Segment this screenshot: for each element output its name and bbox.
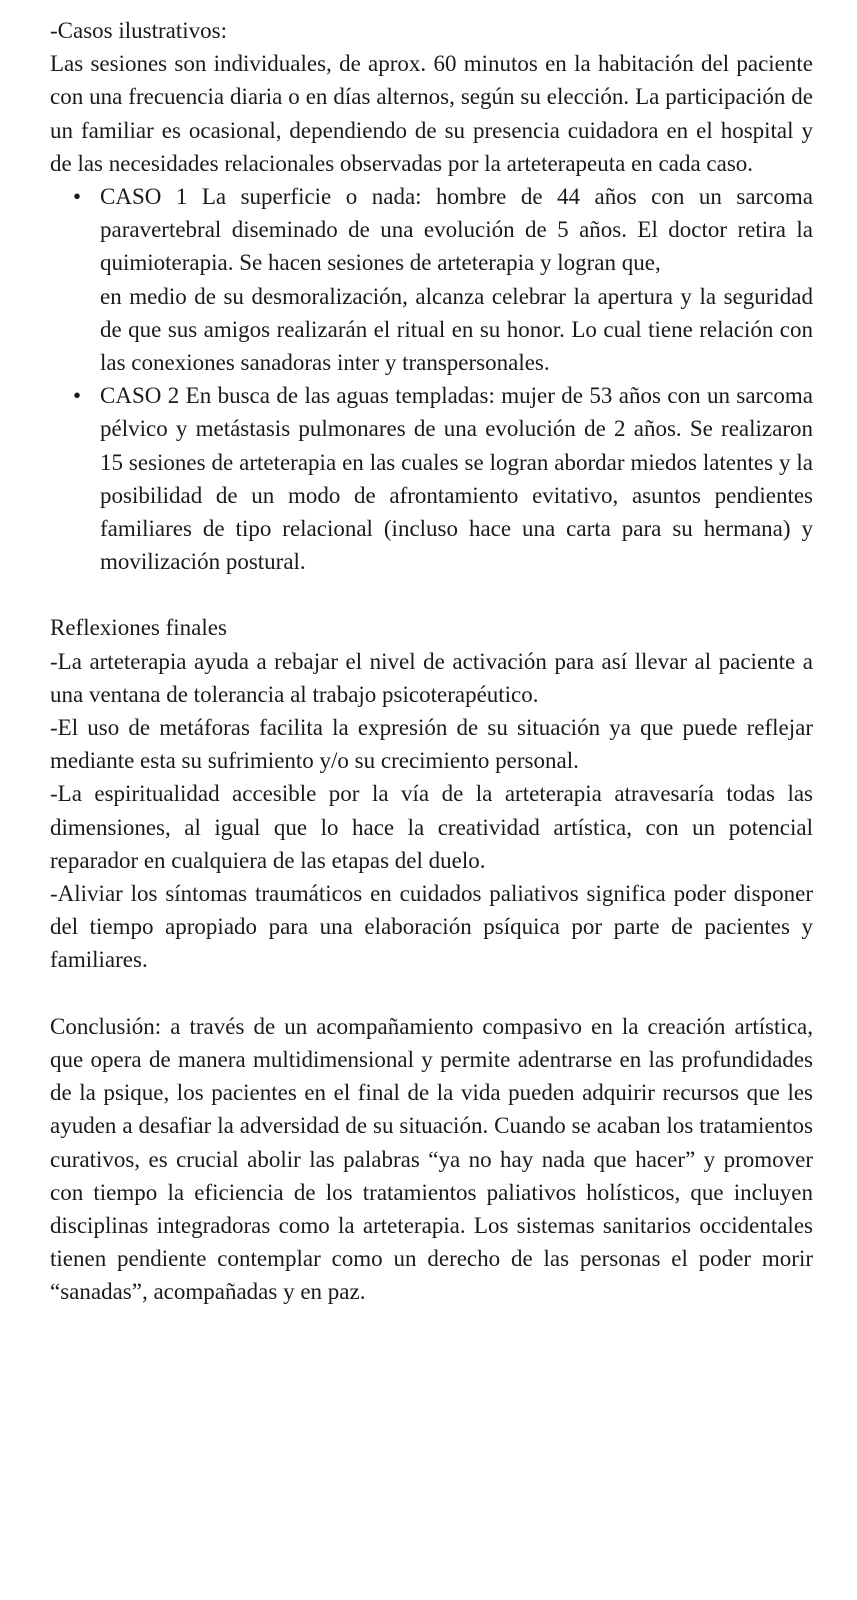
section-spacer [50,977,813,1010]
reflexion-point-4: -Aliviar los síntomas traumáticos en cuidados paliativos significa poder disponer del tiempo apropiado para una elaboración psíquica por parte de pacientes y familiares. [50,881,813,973]
case-1-item [73,180,813,379]
reflexiones-heading: Reflexiones finales [50,615,227,641]
case-2-item [73,379,813,578]
case-1-text-part1: CASO 1 La superficie o nada: hombre de 44 años con un sarcoma paravertebral diseminado de una evolución de 5 años. El doctor retira la quimioterapia. Se hacen sesiones de arteterapia y logran que, [100,184,813,276]
bullet-icon: • [73,184,82,210]
reflexion-point-1: -La arteterapia ayuda a rebajar el nivel de activación para así llevar al paciente a una ventana de tolerancia al trabajo psicoterapéutico. [50,648,813,707]
casos-intro-paragraph: Las sesiones son individuales, de aprox. 60 minutos en la habitación del paciente con una frecuencia diaria o en días alternos, según su elección. La participación de un familiar es ocasional, dependiendo de su presencia cuidadora en el hospital y de las necesidades relacionales observadas por la arteterapeuta en cada caso. [50,51,813,176]
section-spacer [50,578,813,611]
reflexion-point-2: -El uso de metáforas facilita la expresión de su situación ya que puede reflejar mediante esta su sufrimiento y/o su crecimiento personal. [50,715,813,774]
reflexion-point-3: -La espiritualidad accesible por la vía de la arteterapia atravesaría todas las dimensiones, al igual que lo hace la creatividad artística, con un potencial reparador en cualquiera de las etapas del duelo. [50,781,813,873]
bullet-icon: • [73,383,82,409]
case-2-text: CASO 2 En busca de las aguas templadas: mujer de 53 años con un sarcoma pélvico y metástasis pulmonares de una evolución de 2 años. Se realizaron 15 sesiones de arteterapia en las cuales se logran abordar miedos latentes y la posibilidad de un modo de afrontamiento evitativo, asuntos pendientes familiares de tipo relacional (incluso hace una carta para su hermana) y movilización postural. [100,383,813,575]
conclusion-paragraph: Conclusión: a través de un acompañamiento compasivo en la creación artística, que opera de manera multidimensional y permite adentrarse en las profundidades de la psique, los pacientes en el final de la vida pueden adquirir recursos que les ayuden a desafiar la adversidad de su situación. Cuando se acaban los tratamientos curativos, es crucial abolir las palabras “ya no hay nada que hacer” y promover con tiempo la eficiencia de los tratamientos paliativos holísticos, que incluyen disciplinas integradoras como la arteterapia. Los sistemas sanitarios occidentales tienen pendiente contemplar como un derecho de las personas el poder morir “sanadas”, acompañadas y en paz. [50,1013,813,1305]
casos-heading: -Casos ilustrativos: [50,18,227,43]
conclusion-section [50,1010,813,1309]
casos-section [50,14,813,578]
document-page [50,14,813,1309]
case-1-text-part2: en medio de su desmoralización, alcanza celebrar la apertura y la seguridad de que sus amigos realizarán el ritual en su honor. Lo cual tiene relación con las conexiones sanadoras inter y transpersonales. [100,283,813,376]
cases-list [50,180,813,578]
reflexiones-section [50,611,813,976]
